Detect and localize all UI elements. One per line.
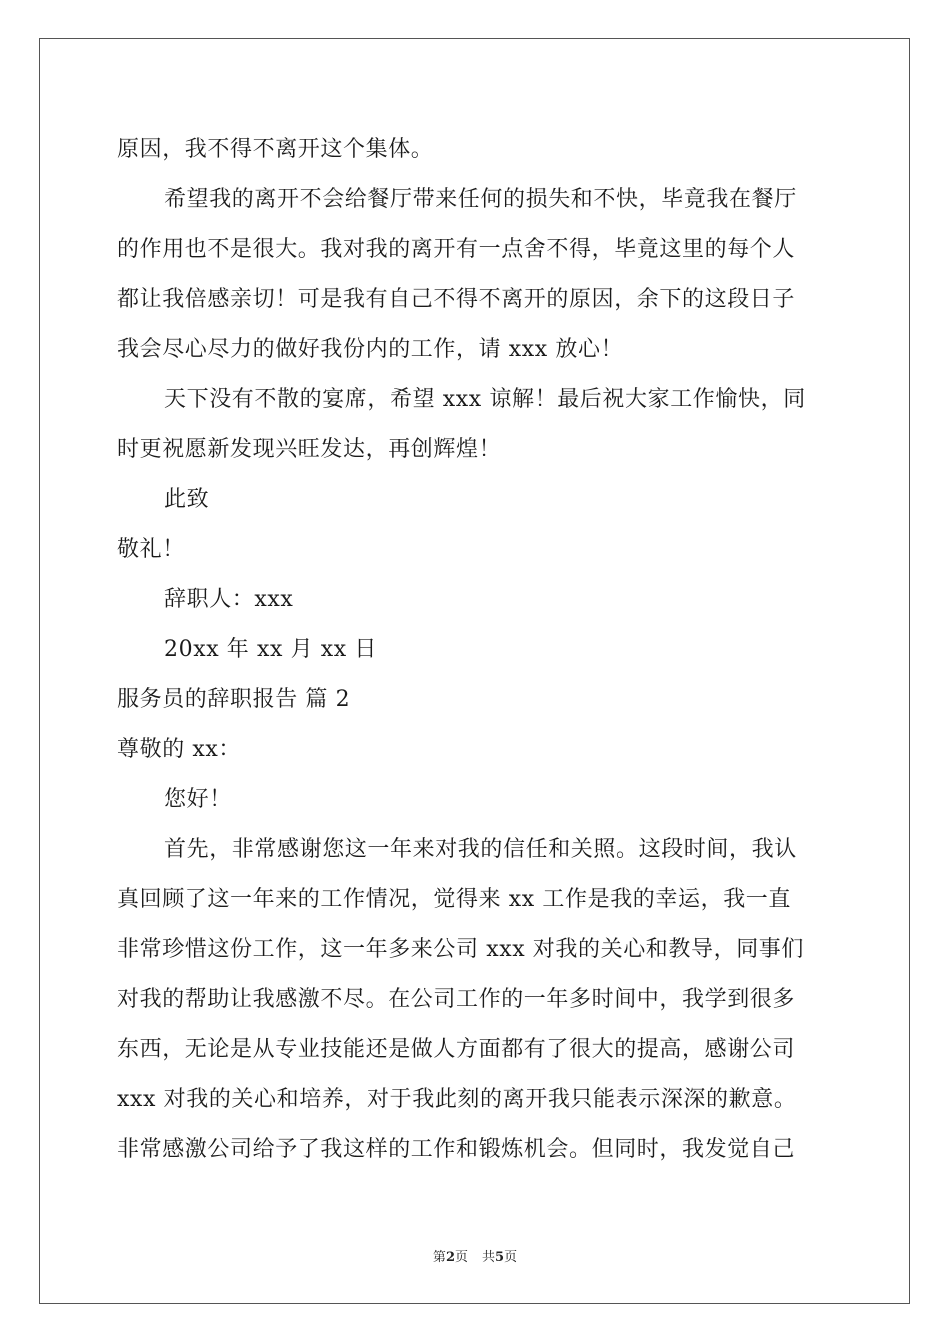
date-line: 20xx 年 xx 月 xx 日	[164, 637, 378, 662]
page-label-suffix: 页	[454, 1250, 468, 1265]
paragraph-line: 非常感激公司给予了我这样的工作和锻炼机会。但同时，我发觉自己	[117, 1137, 796, 1162]
paragraph-line: 原因，我不得不离开这个集体。	[117, 137, 434, 162]
signature-line: 辞职人：xxx	[164, 587, 294, 612]
paragraph-line: 我会尽心尽力的做好我份内的工作，请 xxx 放心！	[117, 337, 624, 362]
salutation-closing: 敬礼！	[117, 537, 185, 562]
total-pages: 5	[495, 1250, 505, 1265]
paragraph-line: 时更祝愿新发现兴旺发达，再创辉煌！	[117, 437, 502, 462]
paragraph-line: 希望我的离开不会给餐厅带来任何的损失和不快，毕竟我在餐厅	[164, 187, 797, 212]
paragraph-line: xxx 对我的关心和培养，对于我此刻的离开我只能表示深深的歉意。	[117, 1087, 797, 1112]
section-heading: 服务员的辞职报告 篇 2	[117, 687, 351, 712]
paragraph-line: 首先，非常感谢您这一年来对我的信任和关照。这段时间，我认	[164, 837, 797, 862]
closing-phrase: 此致	[164, 487, 210, 512]
paragraph-line: 东西，无论是从专业技能还是做人方面都有了很大的提高，感谢公司	[117, 1037, 796, 1062]
paragraph-line: 非常珍惜这份工作，这一年多来公司 xxx 对我的关心和教导，同事们	[117, 937, 805, 962]
greeting-recipient: 尊敬的 xx：	[117, 737, 242, 762]
paragraph-line: 真回顾了这一年来的工作情况，觉得来 xx 工作是我的幸运，我一直	[117, 887, 792, 912]
paragraph-line: 天下没有不散的宴席，希望 xxx 谅解！最后祝大家工作愉快，同	[164, 387, 806, 412]
page-footer	[0, 1246, 950, 1265]
document-body	[117, 125, 835, 1175]
greeting: 您好！	[164, 787, 232, 812]
total-label-suffix: 页	[504, 1250, 518, 1265]
page-number: 2	[445, 1250, 455, 1265]
paragraph-line: 都让我倍感亲切！可是我有自己不得不离开的原因，余下的这段日子	[117, 287, 796, 312]
paragraph-line: 的作用也不是很大。我对我的离开有一点舍不得，毕竟这里的每个人	[117, 237, 796, 262]
page-label-prefix: 第	[432, 1250, 446, 1265]
paragraph-line: 对我的帮助让我感激不尽。在公司工作的一年多时间中，我学到很多	[117, 987, 796, 1012]
total-label-prefix: 共	[482, 1250, 496, 1265]
